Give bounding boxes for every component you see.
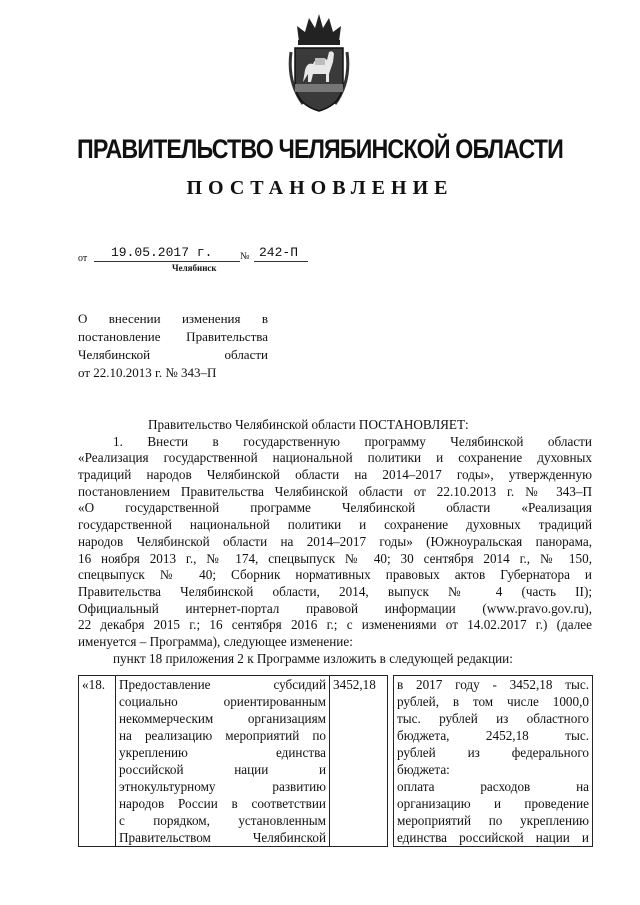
subject-line: постановление Правительства — [78, 329, 268, 344]
program-item-table — [78, 675, 593, 847]
description-line: народов России в соответствии — [119, 796, 326, 811]
description-line: укреплению единства — [119, 745, 326, 760]
subject-line: Челябинской области — [78, 347, 268, 362]
body-line: 1. Внести в государственную программу Челябинской области — [113, 433, 592, 449]
body-line: Правительства Челябинской области, 2014, выпуск № 4 (часть II); — [78, 583, 592, 599]
date-underline — [94, 261, 240, 262]
funding-line: оплата расходов на — [397, 779, 589, 794]
number-underline — [254, 261, 308, 262]
description-line: российской нации и — [119, 762, 326, 777]
funding-line: бюджета: — [397, 762, 450, 777]
item-funding-cell — [394, 676, 593, 847]
body-line: Официальный интернет-портал правовой информации (www.pravo.gov.ru), — [78, 600, 592, 616]
body-line: 16 ноября 2013 г., № 174, спецвыпуск № 40; 30 сентября 2014 г., № 150, — [78, 550, 592, 566]
body-line: народов Челябинской области на 2014–2017 годы» (Южноуральская панорама, — [78, 533, 592, 549]
body-line: именуется – Программа), следующее изменение: — [78, 633, 353, 649]
item-amount-cell — [330, 676, 388, 847]
item-number: «18. — [82, 677, 106, 692]
body-line: традиций народов Челябинской области на 2014–2017 годы», утвержденную — [78, 467, 592, 483]
city-label: Челябинск — [172, 263, 217, 273]
document-type-title: ПОСТАНОВЛЕНИЕ — [186, 177, 454, 199]
body-line: 22 декабря 2015 г.; 16 сентября 2016 г.; с изменениями от 14.02.2017 г.) (далее — [78, 617, 592, 633]
chelyabinsk-coat-of-arms-icon — [287, 12, 351, 114]
document-subject — [78, 310, 268, 382]
description-line: Правительством Челябинской — [119, 830, 326, 845]
funding-line: бюджета, 2452,18 тыс. — [397, 728, 589, 743]
body-line: государственной национальной политики и сохранение духовных традиций — [78, 517, 592, 533]
funding-line: организацию и проведение — [397, 796, 589, 811]
subject-line: от 22.10.2013 г. № 343–П — [78, 365, 217, 380]
body-line: «О государственной программе Челябинской области «Реализация — [78, 500, 592, 516]
body-line: постановлением Правительства Челябинской области от 22.10.2013 г. № 343–П — [78, 483, 592, 499]
item-number-cell — [79, 676, 116, 847]
funding-line: рублей из федерального — [397, 745, 589, 760]
body-line: пункт 18 приложения 2 к Программе изложить в следующей редакции: — [113, 650, 513, 666]
description-line: Предоставление субсидий — [119, 677, 326, 692]
subject-line: О внесении изменения в — [78, 311, 268, 326]
document-date: 19.05.2017 г. — [111, 245, 213, 260]
item-description-cell — [116, 676, 330, 847]
document-body — [78, 417, 592, 667]
body-line: «Реализация государственной национальной политики и сохранение духовных — [78, 450, 592, 466]
description-line: с порядком, установленным — [119, 813, 326, 828]
funding-line: рублей, в том числе 1000,0 — [397, 694, 589, 709]
document-number: 242-П — [259, 245, 299, 260]
government-title: ПРАВИТЕЛЬСТВО ЧЕЛЯБИНСКОЙ ОБЛАСТИ — [77, 134, 563, 164]
table-row — [79, 676, 593, 847]
funding-line: единства российской нации и — [397, 830, 589, 845]
funding-line: в 2017 году - 3452,18 тыс. — [397, 677, 589, 692]
description-line: этнокультурному развитию — [119, 779, 326, 794]
funding-line: тыс. рублей из областного — [397, 711, 589, 726]
description-line: на реализацию мероприятий по — [119, 728, 326, 743]
body-line: спецвыпуск № 40; Сборник нормативных правовых актов Губернатора и — [78, 567, 592, 583]
description-line: социально ориентированным — [119, 694, 326, 709]
item-amount: 3452,18 — [333, 677, 376, 692]
body-line: Правительство Челябинской области ПОСТАНОВЛЯЕТ: — [148, 417, 469, 432]
description-line: некоммерческим организациям — [119, 711, 326, 726]
funding-line: мероприятий по укреплению — [397, 813, 589, 828]
date-prefix: от — [78, 253, 88, 264]
number-prefix: № — [240, 251, 250, 262]
